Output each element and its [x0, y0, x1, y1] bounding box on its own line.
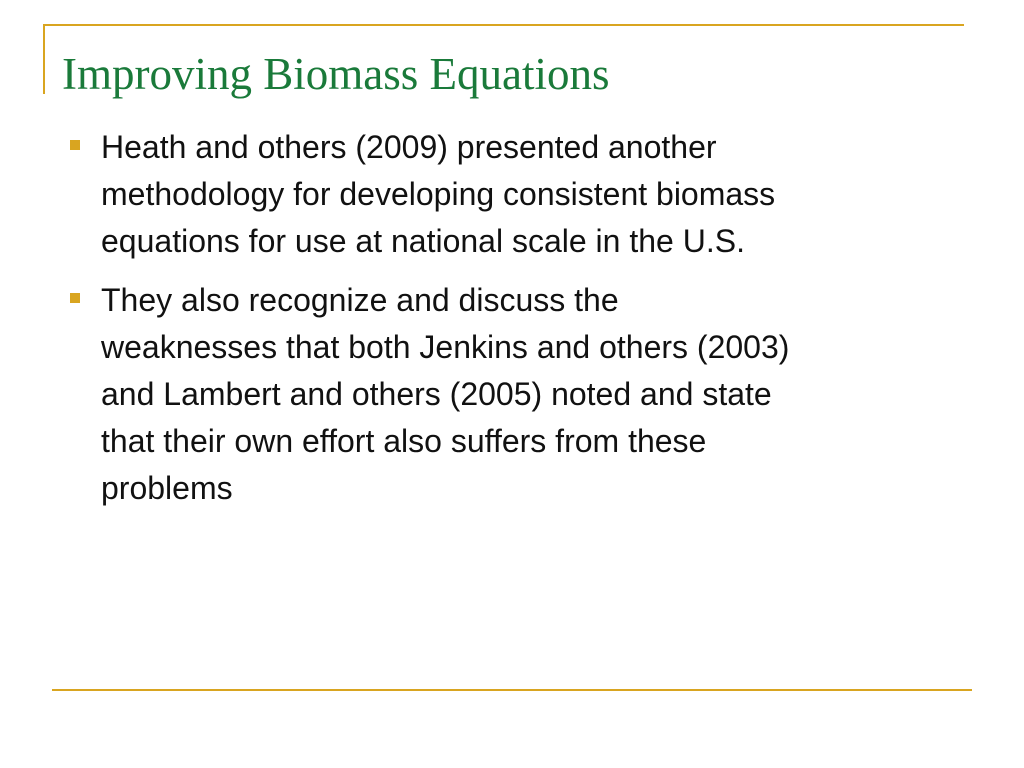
- bullet-2-line-4: that their own effort also suffers from these: [101, 423, 707, 459]
- bullet-text-2: [101, 277, 970, 512]
- bullet-2-line-2: weaknesses that both Jenkins and others (2003): [101, 329, 790, 365]
- bullet-1-line-1: Heath and others (2009) presented another: [101, 129, 717, 165]
- bullet-item-1: [70, 124, 970, 265]
- bullet-list: [70, 124, 970, 524]
- bullet-2-line-5: problems: [101, 470, 233, 506]
- bullet-1-line-3: equations for use at national scale in the U.S.: [101, 223, 745, 259]
- bullet-2-line-3: and Lambert and others (2005) noted and state: [101, 376, 772, 412]
- square-bullet-icon: [70, 140, 80, 150]
- slide-title: Improving Biomass Equations: [62, 49, 610, 99]
- bullet-item-2: [70, 277, 970, 512]
- bullet-1-line-2: methodology for developing consistent biomass: [101, 176, 776, 212]
- frame-top-line: [43, 24, 964, 26]
- frame-bottom-line: [52, 689, 972, 691]
- bullet-2-line-1: They also recognize and discuss the: [101, 282, 619, 318]
- bullet-text-1: [101, 124, 970, 265]
- frame-left-line: [43, 24, 45, 94]
- square-bullet-icon: [70, 293, 80, 303]
